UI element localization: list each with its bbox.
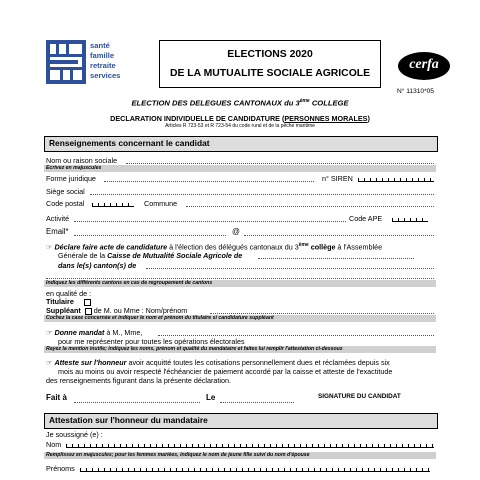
mandat-line-1 — [46, 328, 142, 337]
logo-line-famille: famille — [90, 51, 115, 60]
declare-line-2-bold: Caisse de Mutualité Sociale Agricole de — [107, 251, 243, 260]
declaration-pre: DECLARATION INDIVIDUELLE DE CANDIDATURE ( — [110, 114, 285, 123]
declare-text-3: à l'Assemblée — [335, 242, 383, 252]
commune-label: Commune — [144, 199, 178, 208]
email-user-field[interactable] — [74, 229, 226, 236]
section-candidate-title: Renseignements concernant le candidat — [49, 138, 210, 148]
email-label: Email* — [46, 227, 69, 236]
siege-label: Siège social — [46, 187, 85, 196]
atteste-bold: Atteste sur l'honneur — [54, 358, 127, 367]
mandataire-prenoms-label: Prénoms — [46, 464, 75, 473]
siren-field[interactable] — [358, 175, 434, 182]
signature-label: SIGNATURE DU CANDIDAT — [318, 393, 401, 400]
mandat-bold: Donne mandat — [54, 328, 105, 337]
mandataire-nom-field[interactable] — [66, 441, 434, 448]
declaration-post: ) — [367, 114, 370, 123]
election-title-pre: ELECTION DES DELEGUES CANTONAUX du 3 — [131, 98, 300, 108]
caisse-field[interactable] — [258, 252, 414, 259]
mandataire-nom-note: Remplissez en majuscules; pour les femmes mariées, indiquez le nom de jeune fille suivi du nom d'épouse — [44, 452, 436, 459]
declare-bold: Déclare faire acte de candidature — [54, 242, 168, 252]
commune-field[interactable] — [186, 200, 434, 207]
atteste-line-2: mois au moins ou avoir respecté l'échéancier de paiement accordé par la caisse et atteste de l'exactitude — [58, 367, 393, 376]
code-ape-field[interactable] — [392, 215, 428, 222]
declare-line-3: dans le(s) canton(s) de — [58, 261, 137, 270]
activite-field[interactable] — [74, 215, 346, 222]
cerfa-text: cerfa — [409, 57, 439, 72]
declare-sup: ème — [298, 242, 309, 248]
pointer-icon-2: ☞ — [46, 328, 53, 337]
suppleant-field[interactable] — [210, 307, 434, 314]
nom-label: Nom ou raison sociale — [46, 156, 118, 165]
siren-label: n° SIREN — [322, 174, 353, 183]
atteste-line-1 — [46, 358, 390, 367]
code-postal-label: Code postal — [46, 199, 85, 208]
logo-line-retraite: retraite — [90, 61, 116, 70]
section-mandataire-header — [44, 413, 438, 429]
canton-field-2[interactable] — [46, 272, 434, 279]
logo-line-services: services — [90, 71, 121, 80]
mandataire-prenoms-field[interactable] — [80, 465, 430, 472]
pointer-icon-3: ☞ — [46, 358, 53, 367]
pointer-icon: ☞ — [46, 242, 53, 252]
section-candidate-header — [44, 136, 438, 152]
code-postal-field[interactable] — [92, 200, 134, 207]
forme-field[interactable] — [104, 175, 314, 182]
suppleant-label: Suppléant — [46, 306, 81, 315]
declaration-underlined: PERSONNES MORALES — [284, 114, 368, 123]
forme-label: Forme juridique — [46, 174, 96, 183]
cerfa-logo — [398, 52, 450, 80]
titulaire-row — [46, 297, 91, 306]
declare-line-2 — [58, 251, 242, 260]
declare-line-2-pre: Générale de la — [58, 251, 108, 260]
declare-text-2: collège — [308, 242, 336, 252]
suppleant-text: de M. ou Mme : Nom/prénom — [93, 306, 188, 315]
election-title — [0, 98, 480, 108]
email-at: @ — [232, 227, 240, 236]
election-title-post: COLLEGE — [309, 98, 349, 108]
mandat-line-2: pour me représenter pour toutes les opérations électorales — [58, 337, 245, 346]
fait-field[interactable] — [74, 396, 200, 403]
msa-logo — [46, 40, 136, 84]
mandataire-field[interactable] — [158, 329, 434, 336]
msa-logo-mark — [46, 40, 86, 84]
form-number: N° 11310*05 — [397, 88, 434, 95]
atteste-text-1: avoir acquitté toutes les cotisations personnellement dues et réclamées depuis six — [126, 358, 390, 367]
cantons-note: Indiquez les différents cantons en cas de regroupement de cantons — [44, 280, 436, 287]
code-ape-label: Code APE — [349, 214, 383, 223]
page-title: ELECTIONS 2020 — [227, 49, 313, 60]
titulaire-checkbox[interactable] — [84, 299, 91, 306]
nom-field[interactable] — [126, 157, 434, 164]
suppleant-note: Cochez la case concernée et indiquer le nom et prénom du titulaire si candidature suppléant — [44, 315, 436, 322]
le-label: Le — [206, 393, 216, 402]
fait-label: Fait à — [46, 393, 67, 402]
qualite-label: en qualité de : — [46, 289, 92, 298]
suppleant-checkbox[interactable] — [85, 308, 92, 315]
atteste-line-3: des renseignements figurant dans la présente déclaration. — [46, 376, 231, 385]
titulaire-label: Titulaire — [46, 297, 74, 306]
mandat-note: Rayez la mention inutile; indiquez les noms, prénom et qualité du mandataire et faites lui remplir l'attestation ci-dessous — [44, 346, 436, 353]
mandataire-nom-label: Nom — [46, 440, 62, 449]
articles-reference: Articles R 723-53 et R 723-54 du code rural et de la pêche maritime — [165, 123, 315, 129]
declare-line-1 — [46, 242, 382, 251]
declaration-title — [0, 114, 480, 123]
page-subtitle: DE LA MUTUALITE SOCIALE AGRICOLE — [169, 68, 371, 79]
soussigne-label: Je soussigné (e) : — [46, 430, 103, 439]
activite-label: Activité — [46, 214, 70, 223]
declare-text-1: à l'élection des délégués cantonaux du 3 — [167, 242, 299, 252]
email-domain-field[interactable] — [244, 229, 434, 236]
suppleant-row — [46, 306, 187, 315]
section-mandataire-title: Attestation sur l'honneur du mandataire — [49, 415, 208, 425]
title-box — [159, 40, 381, 88]
canton-field[interactable] — [146, 262, 434, 269]
mandat-text: à M., Mme, — [104, 328, 143, 337]
siege-field[interactable] — [90, 188, 434, 195]
date-field[interactable] — [220, 396, 294, 403]
election-title-sup: ème — [299, 98, 310, 104]
nom-note: Ecrivez en majuscules — [44, 165, 436, 172]
logo-line-sante: santé — [90, 41, 110, 50]
